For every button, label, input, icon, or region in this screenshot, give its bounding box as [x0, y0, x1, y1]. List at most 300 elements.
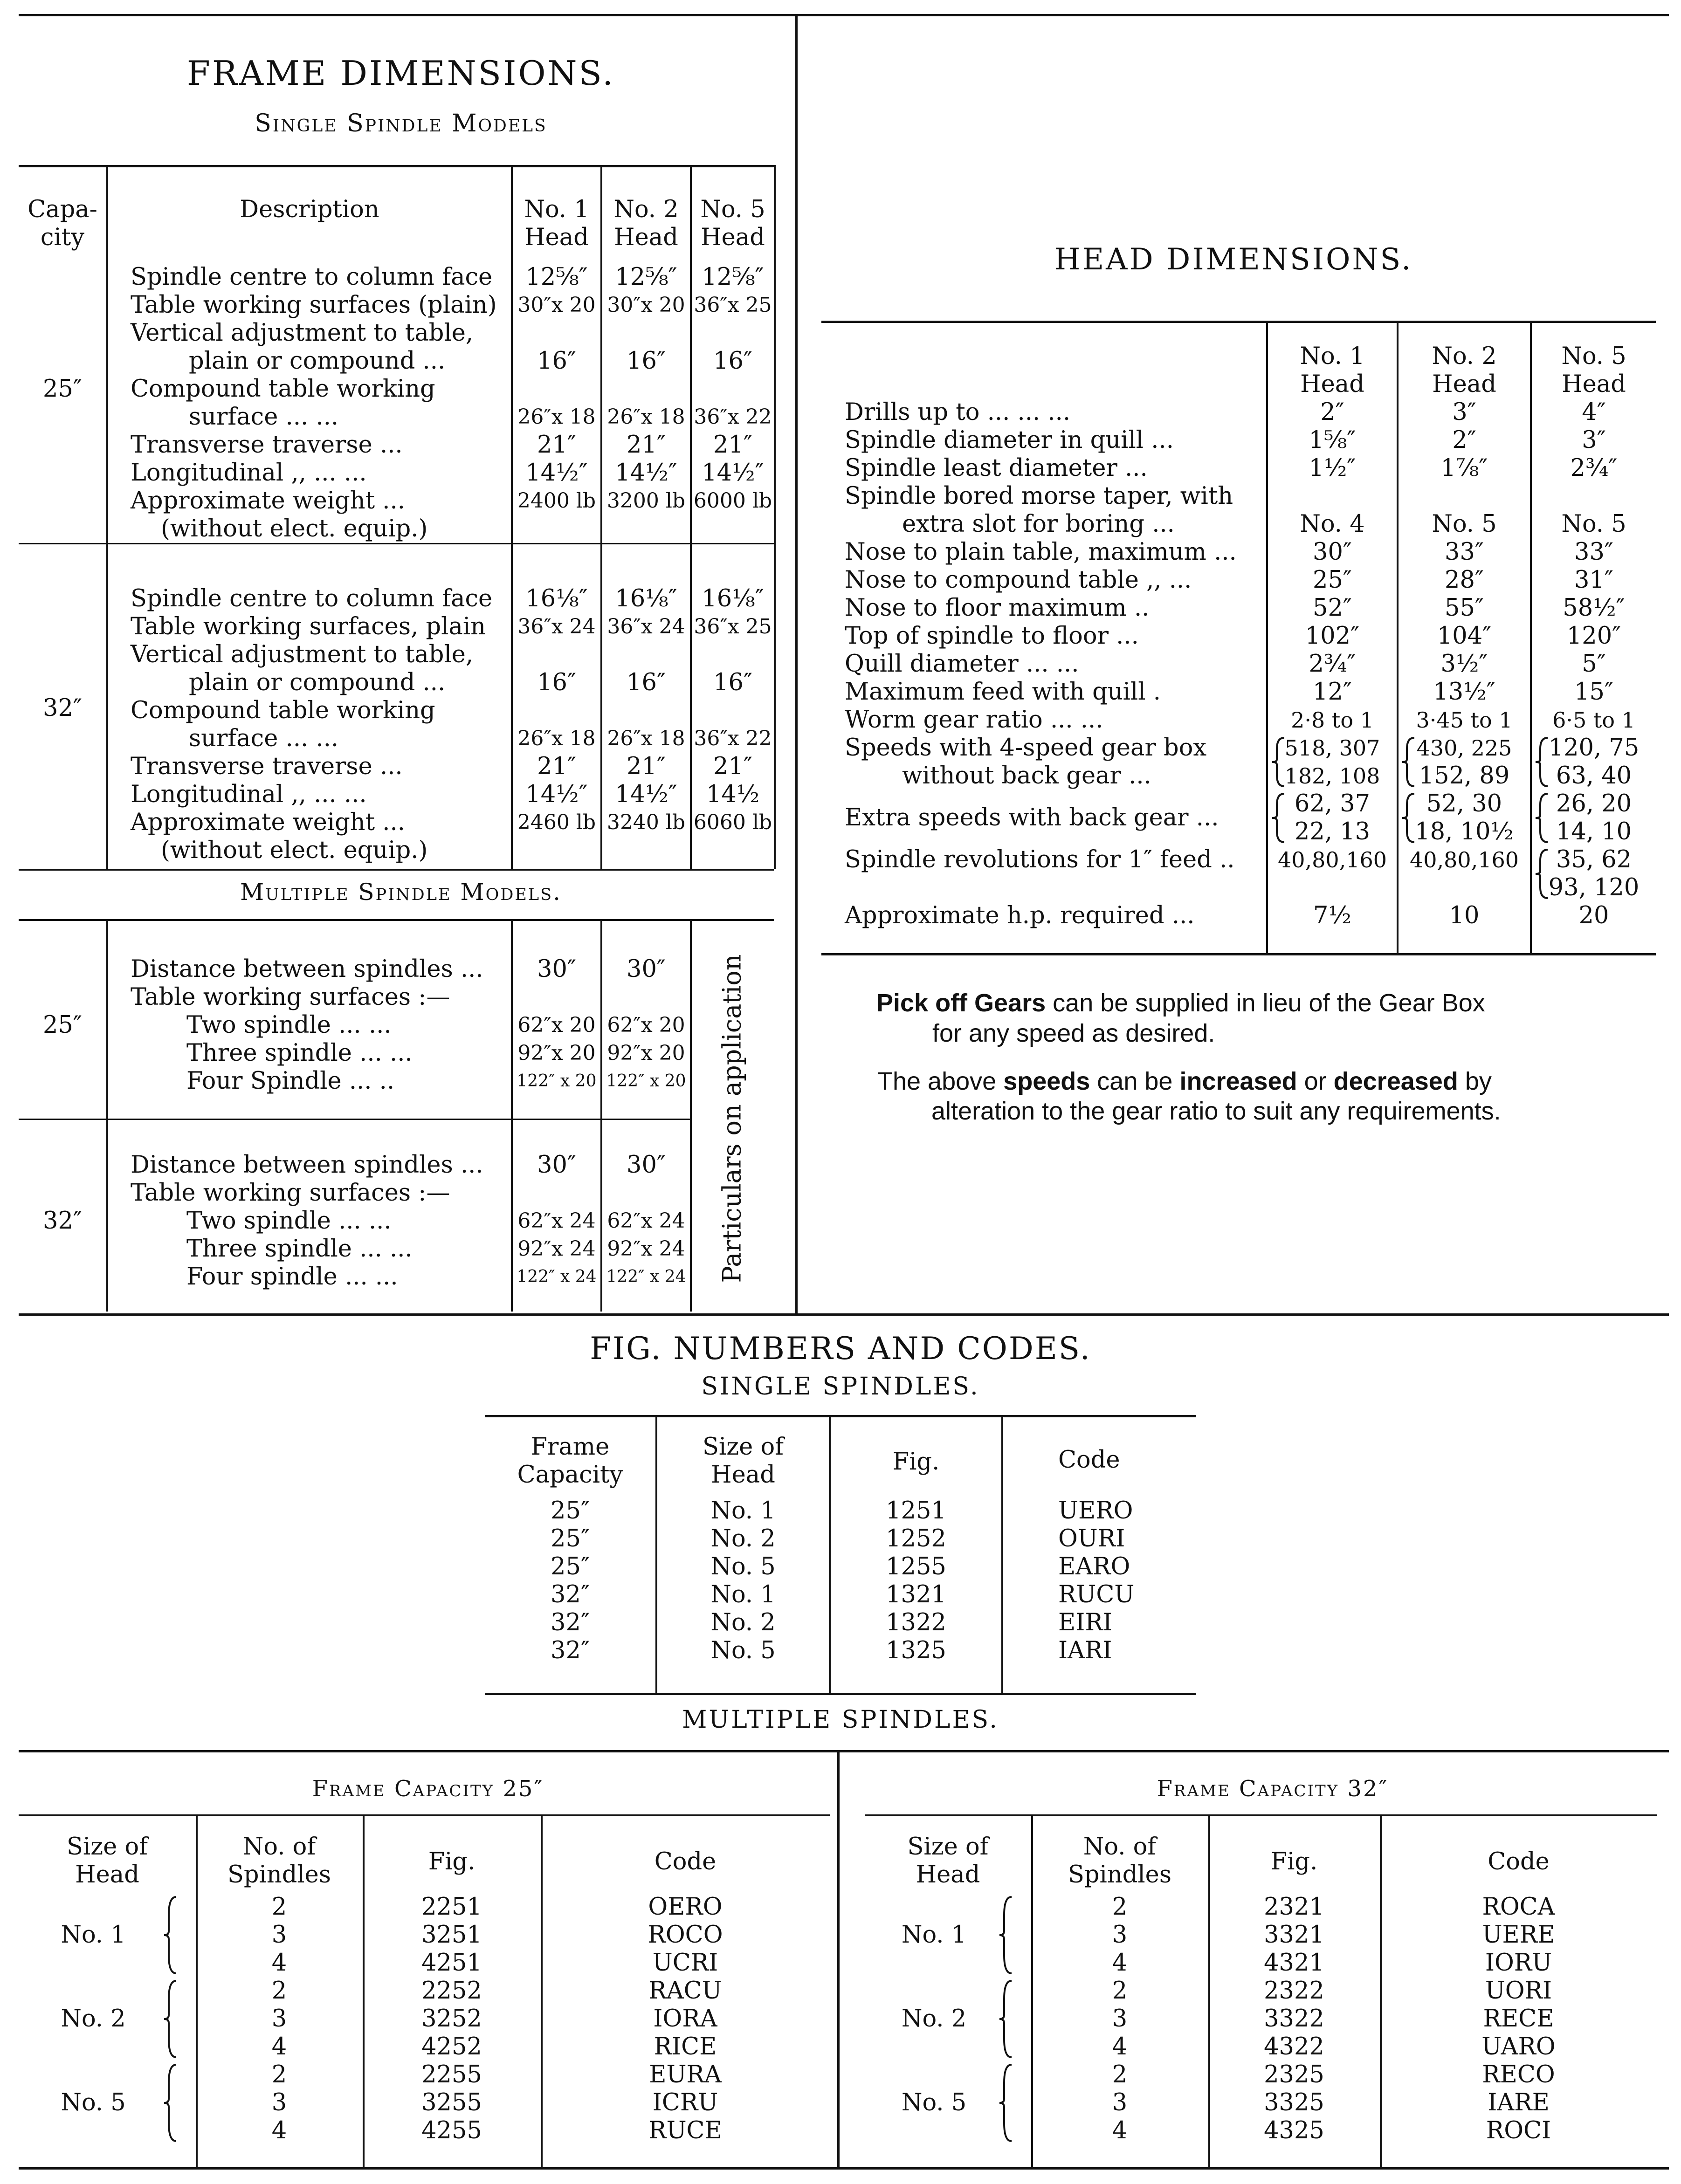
- multi-codes-spindles-header-line1: No. of: [1083, 1833, 1157, 1861]
- description-header: Description: [240, 196, 379, 223]
- multi-codes-code: RECE: [1483, 2005, 1554, 2033]
- capacity-header: [19, 196, 106, 252]
- frame-col-rule-capacity: [106, 165, 108, 869]
- multi-codes-size-header-line1: Size of: [66, 1833, 148, 1861]
- multi-codes-spindles: 3: [1112, 2005, 1128, 2033]
- head-value-no1: 40,80,160: [1277, 847, 1387, 872]
- brace-icon: [1270, 792, 1289, 844]
- multi-desc-line: Two spindle ... ...: [186, 1207, 392, 1235]
- multi-codes-code: IARE: [1488, 2089, 1550, 2116]
- head-value-no2: 3½″: [1440, 650, 1488, 678]
- head-row-label: without back gear ...: [902, 762, 1151, 790]
- multi-codes-fig: 2321: [1264, 1893, 1324, 1921]
- head1-header-line2: Head: [524, 224, 589, 251]
- multi-capacity-label: 25″: [43, 1011, 82, 1039]
- note-speeds-g: by: [1458, 1067, 1492, 1095]
- head-table-h3-line1: No. 5: [1561, 343, 1626, 370]
- multi-codes-fig: 4321: [1264, 1949, 1324, 1977]
- frame-desc-line: surface ... ...: [189, 403, 339, 431]
- single-spindles-title: SINGLE SPINDLES.: [701, 1373, 980, 1401]
- multi-col-rule-capacity: [106, 919, 108, 1312]
- frame-value-no5: 16″: [713, 347, 752, 375]
- head-value-no1: 1⅝″: [1309, 426, 1356, 454]
- multi-codes-code: ROCO: [648, 1921, 723, 1949]
- frame-value-no5: 36″x 25: [694, 615, 772, 639]
- single-code-fig: 1255: [886, 1553, 946, 1580]
- head-value-no5: 26, 20: [1556, 790, 1632, 817]
- multi-codes-spindles: 4: [1112, 1949, 1128, 1977]
- multi-codes-spindles-header-line1: No. of: [242, 1833, 316, 1861]
- frame-value-no5: 21″: [713, 753, 752, 780]
- head-value-no2: 2″: [1452, 426, 1476, 454]
- head5-header-line1: No. 5: [700, 196, 765, 223]
- head-value-no5: 20: [1578, 902, 1609, 929]
- frame-value-no2: 14½″: [615, 781, 677, 808]
- head-value-no1: 518, 307: [1284, 735, 1380, 761]
- head-row-label: Approximate h.p. required ...: [845, 902, 1195, 929]
- head-value-no1: 52″: [1313, 594, 1352, 622]
- single-code-code: EARO: [1058, 1553, 1130, 1580]
- multi-codes-fig: 4255: [421, 2117, 482, 2144]
- head-value-no1: 2·8 to 1: [1291, 707, 1374, 733]
- frame-desc-line: plain or compound ...: [189, 347, 446, 375]
- frame-desc-line: (without elect. equip.): [161, 515, 428, 543]
- multi-codes-spindles: 4: [271, 2033, 287, 2060]
- note-pick-off-gears-bold: Pick off Gears: [876, 989, 1046, 1017]
- single-code-code: UERO: [1058, 1497, 1133, 1525]
- frame-value-no2: 14½″: [615, 459, 677, 487]
- multi-codes-code: IORA: [653, 2005, 717, 2033]
- multi-codes-head-size: No. 2: [901, 2005, 967, 2033]
- single-code-fig: 1251: [886, 1497, 946, 1525]
- head5-header-line2: Head: [701, 224, 765, 251]
- multi-codes-code: EURA: [649, 2061, 722, 2088]
- frame-desc-line: Transverse traverse ...: [131, 753, 403, 780]
- multi-codes-code: UERE: [1482, 1921, 1555, 1949]
- head-value-no1: 7½: [1313, 902, 1351, 929]
- head-value-no5: 31″: [1574, 566, 1613, 594]
- head-value-no2: 104″: [1437, 622, 1492, 650]
- frame-value-no2: 36″x 24: [607, 615, 685, 639]
- head-value-no5: 63, 40: [1556, 762, 1632, 790]
- multi-capacity-label: 32″: [43, 1207, 82, 1235]
- head-value-no5: 120″: [1566, 622, 1621, 650]
- multi-codes-fig-header-line1: Fig.: [428, 1848, 475, 1875]
- frame-value-no5: 36″x 22: [694, 405, 772, 429]
- multi-codes-divider: [837, 1750, 840, 2170]
- frame-value-no5: 36″x 22: [694, 727, 772, 750]
- frame-value-no2: 26″x 18: [607, 727, 685, 750]
- multi-codes-head-size: No. 5: [901, 2089, 967, 2116]
- frame-value-no2: 3200 lb: [606, 489, 686, 513]
- single-codes-fig-header: Fig.: [892, 1448, 940, 1476]
- head1-header: [513, 196, 600, 252]
- frame-title: FRAME DIMENSIONS.: [186, 54, 615, 93]
- frame-desc-line: Approximate weight ...: [131, 809, 405, 836]
- multi-particulars-note: Particulars on application: [717, 954, 747, 1283]
- single-code-capacity: 32″: [551, 1609, 590, 1636]
- multi-codes-size-header: [19, 1833, 196, 1889]
- single-codes-size-header-line2: Head: [711, 1461, 775, 1489]
- note-speeds-b: speeds: [1003, 1067, 1090, 1095]
- multi-codes-size-header-line2: Head: [916, 1861, 980, 1889]
- frame-capacity-label: 32″: [43, 694, 82, 722]
- multiple-subtitle: Multiple Spindle Models.: [240, 879, 562, 906]
- head-row-label: Nose to compound table ,, ...: [845, 566, 1192, 594]
- multi-codes-spindles: 4: [271, 1949, 287, 1977]
- head-value-no2: 28″: [1445, 566, 1484, 594]
- frame-value-no5: 6000 lb: [693, 489, 772, 513]
- head-value-no2: 13½″: [1433, 678, 1495, 706]
- multiple-spindles-title: MULTIPLE SPINDLES.: [682, 1706, 999, 1734]
- head-value-no5: 93, 120: [1548, 874, 1640, 901]
- multi-value-no2: 30″: [627, 955, 666, 983]
- multi-codes-fig: 3325: [1264, 2089, 1324, 2116]
- frame-value-no2: 3240 lb: [606, 810, 686, 834]
- frame-desc-line: surface ... ...: [189, 725, 339, 752]
- head-row-label: Drills up to ... ... ...: [845, 398, 1071, 426]
- head-value-no5: 3″: [1582, 426, 1606, 454]
- head-table-h1-line2: Head: [1300, 371, 1364, 398]
- multi-value-no1: 122″ x 24: [517, 1267, 597, 1286]
- head-value-no2: 40,80,160: [1409, 847, 1519, 872]
- multi-codes-fig-header: [363, 1848, 541, 1876]
- multi-codes-header-rule: [19, 1814, 830, 1816]
- multi-codes-spindles-header: [196, 1833, 363, 1889]
- multi-codes-fig: 2325: [1264, 2061, 1324, 2088]
- multi-codes-fig: 3252: [421, 2005, 482, 2033]
- single-codes-top-rule: [485, 1415, 1196, 1417]
- frame-desc-line: (without elect. equip.): [161, 837, 428, 864]
- multi-codes-head-size: No. 5: [61, 2089, 126, 2116]
- multi-codes-spindles: 2: [1112, 2061, 1128, 2088]
- frame-desc-line: Spindle centre to column face: [131, 585, 493, 612]
- frame-value-no1: 14½″: [525, 781, 588, 808]
- multi-codes-fig: 3321: [1264, 1921, 1324, 1949]
- multi-value-no1: 30″: [537, 955, 576, 983]
- frame-value-no5: 14½″: [702, 459, 764, 487]
- frame-header-rule: [19, 165, 774, 167]
- frame-desc-line: Longitudinal ,, ... ...: [131, 459, 367, 487]
- head-value-no5: 2¾″: [1570, 454, 1618, 482]
- head-row-label: Nose to floor maximum ..: [845, 594, 1150, 622]
- multi-value-no1: 30″: [537, 1151, 576, 1179]
- multi-codes-fig: 4251: [421, 1949, 482, 1977]
- head-row-label: Speeds with 4-speed gear box: [845, 734, 1207, 762]
- frame-value-no2: 30″x 20: [607, 293, 685, 317]
- brace-icon: [1400, 736, 1419, 788]
- multi-codes-spindles-header-line2: Spindles: [227, 1861, 331, 1889]
- note-speeds-e: or: [1297, 1067, 1334, 1095]
- head-row-label: Extra speeds with back gear ...: [845, 804, 1219, 831]
- frame-value-no2: 16″: [627, 347, 666, 375]
- frame-value-no5: 14½: [706, 781, 760, 808]
- single-code-capacity: 32″: [551, 1581, 590, 1608]
- head-table-h3: [1532, 343, 1656, 398]
- multi-codes-fig: 2255: [421, 2061, 482, 2088]
- head-title: HEAD DIMENSIONS.: [1054, 242, 1413, 277]
- multi-desc-line: Table working surfaces :—: [131, 1179, 450, 1207]
- brace-icon: [1270, 736, 1289, 788]
- frame-value-no5: 36″x 25: [694, 293, 772, 317]
- frame-value-no1: 21″: [537, 753, 576, 780]
- note-speeds-cont: alteration to the gear ratio to suit any requirements.: [931, 1097, 1501, 1125]
- head-value-no1: 2¾″: [1309, 650, 1356, 678]
- multi-codes-spindles: 4: [1112, 2117, 1128, 2144]
- frame-desc-line: Vertical adjustment to table,: [131, 641, 474, 668]
- multi-desc-line: Three spindle ... ...: [186, 1235, 413, 1263]
- note-speeds: [877, 1066, 1492, 1096]
- head-row-label: Spindle revolutions for 1″ feed ..: [845, 846, 1235, 873]
- multi-codes-code: RICE: [654, 2033, 717, 2060]
- head-table-h1-line1: No. 1: [1300, 343, 1365, 370]
- single-code-capacity: 25″: [551, 1497, 590, 1525]
- single-code-size: No. 5: [710, 1553, 776, 1580]
- multi-codes-code: ROCA: [1482, 1893, 1555, 1921]
- brace-icon: [1534, 736, 1552, 788]
- multi-codes-spindles: 3: [1112, 1921, 1128, 1949]
- multi-codes-code-header: [1380, 1848, 1657, 1876]
- head-end-rule: [821, 953, 1656, 955]
- multi-value-no2: 62″x 20: [607, 1013, 685, 1037]
- frame-value-no1: 21″: [537, 431, 576, 459]
- head-table-h3-line2: Head: [1562, 371, 1626, 398]
- multi-codes-code: RUCE: [648, 2117, 722, 2144]
- multi-desc-line: Distance between spindles ...: [131, 1151, 483, 1179]
- multi-codes-code-header-line1: Code: [654, 1848, 716, 1875]
- multi-header-rule: [19, 919, 774, 921]
- head2-header-line1: No. 2: [613, 196, 679, 223]
- capacity-header-line1: Capa-: [28, 196, 97, 223]
- note-pick-off-gears-cont: for any speed as desired.: [932, 1019, 1215, 1047]
- multi-value-no2: 92″x 20: [607, 1041, 685, 1065]
- note-speeds-a: The above: [877, 1067, 1004, 1095]
- head-value-no5: 120, 75: [1548, 734, 1640, 762]
- single-codes-capacity-header: [485, 1433, 655, 1489]
- single-code-code: RUCU: [1058, 1581, 1135, 1608]
- multi-codes-spindles-header-line2: Spindles: [1068, 1861, 1172, 1889]
- multi-codes-spindles: 4: [1112, 2033, 1128, 2060]
- center-divider: [795, 14, 798, 1314]
- multi-codes-fig: 4325: [1264, 2117, 1324, 2144]
- head-value-no1: 102″: [1305, 622, 1360, 650]
- frame-desc-line: Table working surfaces, plain: [131, 613, 486, 640]
- multi-codes-top-rule: [19, 1750, 1669, 1752]
- frame-value-no2: 12⅝″: [615, 263, 677, 291]
- single-codes-capacity-header-line2: Capacity: [517, 1461, 623, 1489]
- multi-codes-code: RECO: [1482, 2061, 1555, 2088]
- head-row-label: Top of spindle to floor ...: [845, 622, 1139, 650]
- brace-icon: [998, 1895, 1016, 1975]
- single-code-fig: 1322: [886, 1609, 946, 1636]
- head-row-label: Worm gear ratio ... ...: [845, 706, 1103, 734]
- note-speeds-c: can be: [1090, 1067, 1180, 1095]
- frame-value-no1: 26″x 18: [517, 727, 596, 750]
- frame-value-no5: 21″: [713, 431, 752, 459]
- single-codes-size-header-line1: Size of: [702, 1433, 784, 1461]
- head-value-no1: 182, 108: [1284, 763, 1380, 789]
- head-table-h1: [1268, 343, 1397, 398]
- multi-codes-spindles: 2: [271, 1893, 287, 1921]
- head5-header: [692, 196, 774, 252]
- multi-codes-fig: 4322: [1264, 2033, 1324, 2060]
- head-value-no5: 4″: [1582, 398, 1606, 426]
- multi-desc-line: Two spindle ... ...: [186, 1011, 392, 1039]
- single-code-fig: 1321: [886, 1581, 946, 1608]
- multi-value-no2: 92″x 24: [607, 1237, 685, 1261]
- head1-header-line1: No. 1: [524, 196, 589, 223]
- single-code-fig: 1252: [886, 1525, 946, 1552]
- head-value-no1: 30″: [1313, 538, 1352, 566]
- single-code-size: No. 1: [710, 1581, 776, 1608]
- note-pick-off-gears: [876, 988, 1485, 1018]
- frame-value-no5: 16⅛″: [702, 585, 764, 612]
- brace-icon: [1534, 792, 1552, 844]
- multi-codes-spindles: 2: [271, 2061, 287, 2088]
- single-code-code: IARI: [1058, 1637, 1112, 1664]
- head-value-no2: 430, 225: [1416, 735, 1512, 761]
- head-value-no5: 5″: [1582, 650, 1606, 678]
- head-value-no1: 22, 13: [1294, 818, 1371, 845]
- frame-desc-line: Compound table working: [131, 375, 435, 403]
- multi-codes-fig: 3251: [421, 1921, 482, 1949]
- frame-value-no1: 16⅛″: [525, 585, 588, 612]
- frame-value-no1: 16″: [537, 669, 576, 696]
- note-pick-off-gears-text: can be supplied in lieu of the Gear Box: [1046, 989, 1485, 1017]
- head-value-no5: 6·5 to 1: [1552, 707, 1635, 733]
- multi-value-no2: 122″ x 20: [606, 1071, 686, 1091]
- head2-header: [602, 196, 690, 252]
- head-value-no5: 14, 10: [1556, 818, 1632, 845]
- head-row-label: Spindle diameter in quill ...: [845, 426, 1174, 454]
- head-value-no2: 3″: [1452, 398, 1476, 426]
- note-speeds-f: decreased: [1333, 1067, 1458, 1095]
- multi-codes-code: ICRU: [652, 2089, 718, 2116]
- single-codes-rule-3: [1001, 1415, 1003, 1695]
- brace-icon: [1400, 792, 1419, 844]
- multi-codes-spindles: 3: [1112, 2089, 1128, 2116]
- head-value-no2: 52, 30: [1426, 790, 1502, 817]
- single-code-size: No. 2: [710, 1609, 776, 1636]
- multi-value-no1: 62″x 24: [517, 1209, 596, 1233]
- head-row-label: Spindle bored morse taper, with: [845, 482, 1233, 510]
- head-value-no5: 58½″: [1563, 594, 1625, 622]
- head-value-no2: 55″: [1445, 594, 1484, 622]
- multi-codes-header-rule: [865, 1814, 1657, 1816]
- single-code-size: No. 5: [710, 1637, 776, 1664]
- head-table-h2: [1399, 343, 1530, 398]
- multi-codes-spindles: 4: [271, 2117, 287, 2144]
- frame-value-no1: 30″x 20: [517, 293, 596, 317]
- frame-value-no1: 16″: [537, 347, 576, 375]
- head-value-no5: No. 5: [1561, 510, 1626, 538]
- single-code-capacity: 25″: [551, 1525, 590, 1552]
- frame-value-no2: 16⅛″: [615, 585, 677, 612]
- frame-value-no5: 12⅝″: [702, 263, 764, 291]
- multi-codes-fig: 3255: [421, 2089, 482, 2116]
- multi-codes-code: RACU: [648, 1977, 722, 2005]
- multi-codes-head-size: No. 1: [61, 1921, 126, 1949]
- single-code-size: No. 2: [710, 1525, 776, 1552]
- head-row-label: extra slot for boring ...: [902, 510, 1175, 538]
- multi-desc-line: Four Spindle ... ..: [186, 1067, 395, 1095]
- single-codes-capacity-header-line1: Frame: [530, 1433, 610, 1461]
- single-code-capacity: 25″: [551, 1553, 590, 1580]
- frame-value-no2: 26″x 18: [607, 405, 685, 429]
- frame-desc-line: plain or compound ...: [189, 669, 446, 696]
- multi-codes-fig-header-line1: Fig.: [1270, 1848, 1318, 1875]
- single-code-capacity: 32″: [551, 1637, 590, 1664]
- multi-value-no2: 122″ x 24: [606, 1267, 686, 1286]
- head-value-no2: 10: [1449, 902, 1480, 929]
- head-value-no1: No. 4: [1300, 510, 1365, 538]
- multi-codes-code: UCRI: [652, 1949, 718, 1977]
- head-table-h2-line1: No. 2: [1432, 343, 1497, 370]
- frame-value-no1: 2400 lb: [517, 489, 596, 513]
- head2-header-line2: Head: [614, 224, 678, 251]
- multi-desc-line: Three spindle ... ...: [186, 1039, 413, 1067]
- multi-codes-fig: 4252: [421, 2033, 482, 2060]
- multi-codes-fig: 2251: [421, 1893, 482, 1921]
- top-rule: [19, 14, 1669, 16]
- single-end-rule: [19, 869, 774, 871]
- multi-codes-size-header-line1: Size of: [907, 1833, 989, 1861]
- head-value-no5: 15″: [1574, 678, 1613, 706]
- multi-codes-spindles: 2: [1112, 1977, 1128, 2005]
- multi-codes-size-header: [865, 1833, 1031, 1889]
- frame-desc-line: Longitudinal ,, ... ...: [131, 781, 367, 808]
- single-code-size: No. 1: [710, 1497, 776, 1525]
- multi-codes-code-header: [541, 1848, 830, 1876]
- head-row-label: Nose to plain table, maximum ...: [845, 538, 1237, 566]
- frame-value-no5: 6060 lb: [693, 810, 772, 834]
- multi-codes-code: ROCI: [1486, 2117, 1551, 2144]
- frame-value-no2: 21″: [627, 753, 666, 780]
- frame-value-no1: 14½″: [525, 459, 588, 487]
- multi-codes-code: UARO: [1481, 2033, 1556, 2060]
- single-group-divider: [19, 543, 774, 544]
- multi-desc-line: Table working surfaces :—: [131, 983, 450, 1011]
- head-value-no5: 33″: [1574, 538, 1613, 566]
- multi-codes-code-header-line1: Code: [1488, 1848, 1550, 1875]
- single-code-code: EIRI: [1058, 1609, 1112, 1636]
- head-value-no1: 2″: [1320, 398, 1344, 426]
- multi-desc-line: Four spindle ... ...: [186, 1263, 398, 1291]
- multi-codes-spindles: 2: [271, 1977, 287, 2005]
- single-subtitle: Single Spindle Models: [255, 110, 547, 137]
- note-speeds-d: increased: [1179, 1067, 1297, 1095]
- frame-value-no1: 12⅝″: [525, 263, 588, 291]
- multi-codes-bottom-rule: [19, 2167, 1669, 2170]
- single-code-fig: 1325: [886, 1637, 946, 1664]
- head-value-no2: 3·45 to 1: [1416, 707, 1513, 733]
- frame-value-no1: 36″x 24: [517, 615, 596, 639]
- multi-value-no1: 92″x 24: [517, 1237, 596, 1261]
- brace-icon: [998, 1979, 1016, 2059]
- head-value-no2: 18, 10½: [1415, 818, 1514, 845]
- frame-desc-line: Compound table working: [131, 697, 435, 724]
- frame-desc-line: Spindle centre to column face: [131, 263, 493, 291]
- single-code-code: OURI: [1058, 1525, 1125, 1552]
- single-codes-code-header: Code: [1058, 1446, 1120, 1474]
- multi-value-no2: 30″: [627, 1151, 666, 1179]
- codes-title: FIG. NUMBERS AND CODES.: [590, 1331, 1091, 1367]
- frame-value-no1: 2460 lb: [517, 810, 596, 834]
- codes-top-rule: [19, 1313, 1669, 1316]
- frame-value-no1: 26″x 18: [517, 405, 596, 429]
- frame-value-no2: 21″: [627, 431, 666, 459]
- head-table-h2-line2: Head: [1432, 371, 1496, 398]
